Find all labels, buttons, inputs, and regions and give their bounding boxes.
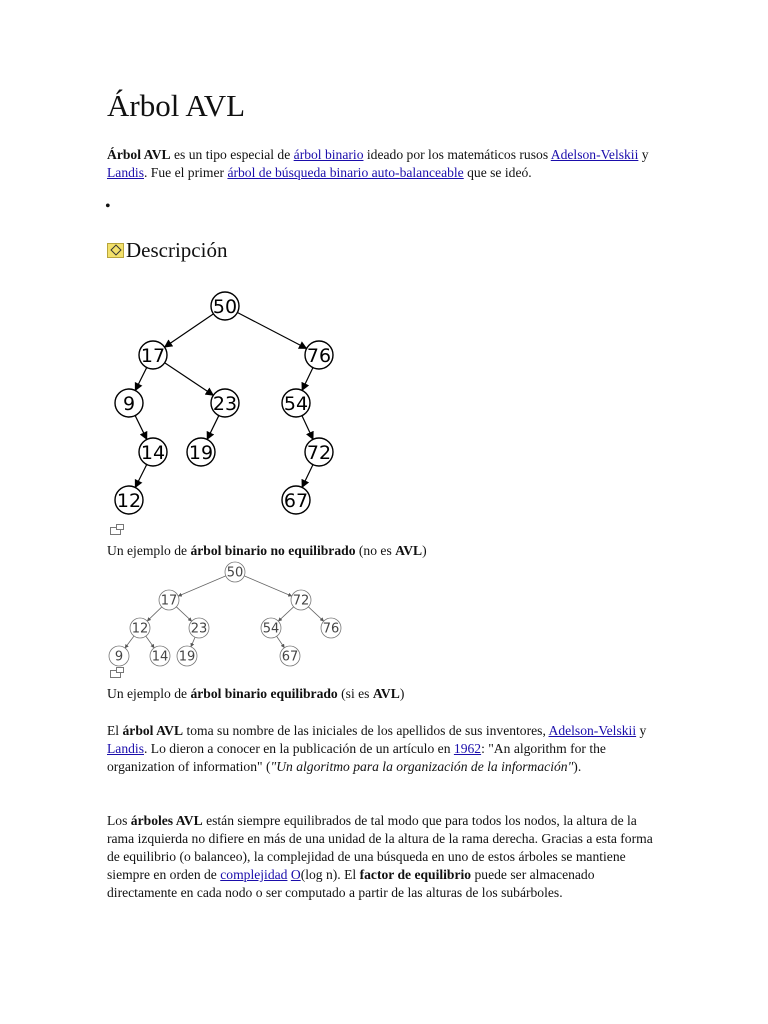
t2-node-label: 9: [114, 649, 124, 665]
t2-edge: [277, 636, 285, 647]
t2-node: [225, 562, 245, 582]
t2-node-label: 72: [292, 593, 310, 609]
caption-text: ): [399, 686, 405, 701]
para-bold: árbol AVL: [122, 723, 184, 738]
page-title: Árbol AVL: [107, 88, 246, 123]
caption-text: (si es: [337, 686, 373, 701]
t2-node: [177, 646, 197, 666]
t2-edge: [147, 607, 162, 621]
empty-bullet: •: [105, 198, 111, 215]
t2-edge: [146, 636, 154, 648]
caption-text: Un ejemplo de: [107, 686, 191, 701]
section-heading-text: Descripción: [126, 238, 228, 262]
para-bold: árboles AVL: [130, 813, 203, 828]
t1-node-label: 9: [122, 392, 136, 415]
intro-text: ideado por los matemáticos rusos: [363, 147, 551, 162]
t1-node-label: 19: [188, 441, 214, 464]
t2-node: [261, 618, 281, 638]
intro-bold-term: Árbol AVL: [107, 147, 171, 162]
t2-node: [189, 618, 209, 638]
caption-balanced: [107, 686, 404, 702]
t2-edge: [176, 607, 191, 621]
intro-text: es un tipo especial de: [170, 147, 294, 162]
para-text: Los: [107, 813, 131, 828]
t2-node-label: 76: [322, 621, 340, 637]
caption-text: (no es: [355, 543, 396, 558]
para-text: toma su nombre de las iniciales de los apellidos de sus inventores,: [183, 723, 549, 738]
t2-node-label: 67: [281, 649, 299, 665]
para-text: están siempre equilibrados de tal modo que para todos los nodos, la altura de la rama izquierda no difiere en más de una unidad de la altura de la rama derecha. Gracias a esta forma de equilibrio (o balanceo), la complejidad de una búsqueda en uno de estos árboles se mantiene siempre en orden de: [107, 813, 653, 882]
para-text: ).: [573, 759, 582, 774]
para-bold: factor de equilibrio: [359, 867, 472, 882]
t2-edge: [278, 607, 293, 621]
caption-bold: árbol binario equilibrado: [190, 686, 338, 701]
t2-edge: [191, 637, 195, 647]
para-italic: "Un algoritmo para la organización de la información": [270, 759, 574, 774]
t2-node-label: 54: [262, 621, 280, 637]
t1-node-label: 23: [212, 392, 238, 415]
caption-text: Un ejemplo de: [107, 543, 191, 558]
caption-bold: AVL: [395, 543, 423, 558]
t1-node-label: 76: [306, 344, 332, 367]
t2-edge: [308, 607, 323, 621]
t1-node-label: 17: [140, 344, 166, 367]
para-text: y: [636, 723, 647, 738]
t2-node-label: 17: [160, 593, 178, 609]
intro-text: y: [638, 147, 649, 162]
link-1962[interactable]: 1962: [453, 741, 482, 756]
paragraph-origin: [107, 722, 667, 776]
t2-node-label: 14: [151, 649, 169, 665]
intro-text: . Fue el primer: [144, 165, 228, 180]
para-text: El: [107, 723, 123, 738]
link-adelson-velskii[interactable]: Adelson-Velskii: [548, 723, 637, 738]
para-text: : "An algorithm for the organization of information" (: [107, 741, 606, 774]
t2-node-label: 12: [131, 621, 149, 637]
link-arbol-binario[interactable]: árbol binario: [293, 147, 364, 162]
t2-edge: [178, 576, 226, 596]
caption-text: ): [422, 543, 427, 558]
t2-node-label: 23: [190, 621, 208, 637]
t2-node: [130, 618, 150, 638]
para-text: puede ser almacenado directamente en cada nodo o ser computado a partir de las alturas de los subárboles.: [107, 867, 595, 900]
intro-text: que se ideó.: [463, 165, 532, 180]
link-landis[interactable]: Landis: [107, 165, 144, 180]
link-adelson-velskii[interactable]: Adelson-Velskii: [550, 147, 639, 162]
link-complejidad[interactable]: complejidad: [220, 867, 288, 882]
t2-edge: [244, 576, 292, 596]
t2-node: [291, 590, 311, 610]
t2-node-label: 50: [226, 565, 244, 581]
t1-node-label: 14: [140, 441, 166, 464]
t1-node-label: 12: [116, 489, 142, 512]
t1-node-label: 72: [306, 441, 332, 464]
t2-node: [159, 590, 179, 610]
t2-node: [280, 646, 300, 666]
para-text: (log n). El: [300, 867, 360, 882]
t1-node-label: 67: [283, 489, 309, 512]
caption-bold: AVL: [372, 686, 400, 701]
enlarge-icon[interactable]: [110, 670, 121, 678]
caption-bold: árbol binario no equilibrado: [190, 543, 356, 558]
t2-node: [109, 646, 129, 666]
t2-edge: [125, 636, 134, 648]
t2-node-label: 19: [178, 649, 196, 665]
t2-node: [321, 618, 341, 638]
link-landis[interactable]: Landis: [107, 741, 144, 756]
t1-node-label: 54: [283, 392, 309, 415]
link-arbol-busqueda-auto-balanceable[interactable]: árbol de búsqueda binario auto-balanceable: [227, 165, 464, 180]
paragraph-balance: [107, 812, 667, 902]
t2-node: [150, 646, 170, 666]
para-text: . Lo dieron a conocer en la publicación de un artículo en: [144, 741, 454, 756]
t1-node-label: 50: [212, 295, 238, 318]
link-o-notation[interactable]: O: [290, 867, 301, 882]
